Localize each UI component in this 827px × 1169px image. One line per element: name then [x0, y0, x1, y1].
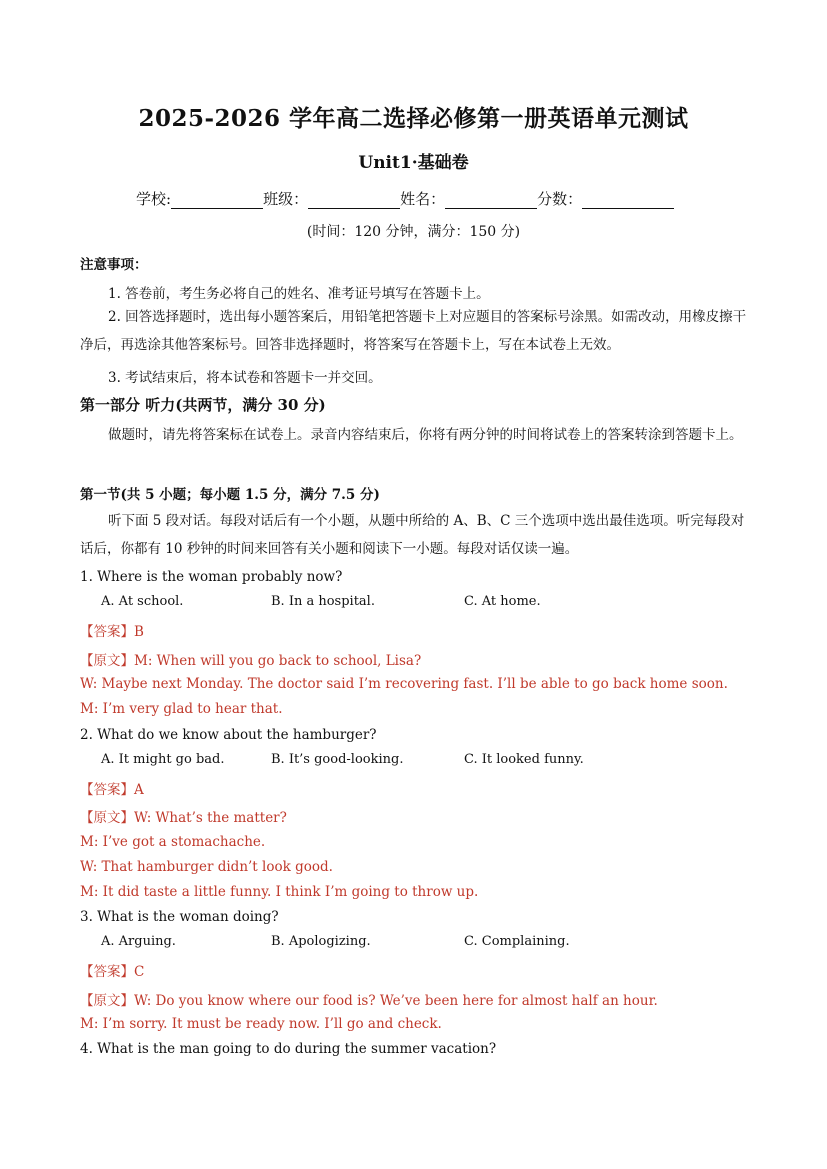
- class-label: 班级：: [263, 190, 309, 208]
- q2-option-c: C. It looked funny.: [464, 752, 584, 767]
- name-blank: [445, 192, 537, 209]
- notice-heading: 注意事项：: [80, 257, 148, 273]
- q3-option-a: A. Arguing.: [101, 934, 176, 949]
- score-label: 分数：: [537, 190, 583, 208]
- notice-item-3: 3. 考试结束后，将本试卷和答题卡一并交回。: [108, 370, 382, 386]
- class-blank: [308, 192, 400, 209]
- q1-transcript-3: M: I’m very glad to hear that.: [80, 701, 283, 717]
- school-blank: [171, 192, 263, 209]
- q3-question: 3. What is the woman doing?: [80, 909, 279, 925]
- part1-instruction: 做题时，请先将答案标在试卷上。录音内容结束后，你将有两分钟的时间将试卷上的答案转涂到答题卡上。: [108, 427, 743, 443]
- q2-option-b: B. It’s good-looking.: [271, 752, 404, 767]
- q2-option-a: A. It might go bad.: [101, 752, 225, 767]
- q2-answer: 【答案】A: [80, 782, 144, 798]
- q3-answer: 【答案】C: [80, 964, 145, 980]
- q3-option-c: C. Complaining.: [464, 934, 570, 949]
- section1-instruction: 听下面 5 段对话。每段对话后有一个小题，从题中所给的 A、B、C 三个选项中选出最佳选项。听完每段对话后，你都有 10 秒钟的时间来回答有关小题和阅读下一小题。每段对话仅读一遍。: [80, 513, 745, 557]
- q3-transcript-1: 【原文】W: Do you know where our food is? We’ve been here for almost half an hour.: [80, 993, 658, 1009]
- q2-transcript-1: 【原文】W: What’s the matter?: [80, 810, 287, 826]
- q1-transcript-1: 【原文】M: When will you go back to school, Lisa?: [80, 653, 422, 669]
- notice-item-1: 1. 答卷前，考生务必将自己的姓名、准考证号填写在答题卡上。: [108, 286, 490, 302]
- notice-item-2: 2. 回答选择题时，选出每小题答案后，用铅笔把答题卡上对应题目的答案标号涂黑。如需改动，用橡皮擦干净后，再选涂其他答案标号。回答非选择题时，将答案写在答题卡上，写在本试卷上无效。: [80, 309, 747, 353]
- q1-option-c: C. At home.: [464, 594, 541, 609]
- school-label: 学校:: [136, 190, 172, 208]
- section1-heading: 第一节(共 5 小题；每小题 1.5 分，满分 7.5 分): [80, 487, 380, 503]
- q1-question: 1. Where is the woman probably now?: [80, 569, 343, 585]
- name-label: 姓名：: [400, 190, 446, 208]
- q2-transcript-4: M: It did taste a little funny. I think I’m going to throw up.: [80, 884, 479, 900]
- q2-transcript-2: M: I’ve got a stomachache.: [80, 834, 266, 850]
- part1-heading: 第一部分 听力(共两节，满分 30 分): [80, 396, 326, 414]
- exam-title: 2025-2026 学年高二选择必修第一册英语单元测试: [138, 105, 689, 132]
- q1-answer: 【答案】B: [80, 624, 144, 640]
- q1-transcript-2: W: Maybe next Monday. The doctor said I’m recovering fast. I’ll be able to go back home soon.: [80, 676, 728, 692]
- q2-transcript-3: W: That hamburger didn’t look good.: [80, 859, 333, 875]
- student-info-row: [136, 188, 674, 209]
- score-blank: [582, 192, 674, 209]
- time-score-line: (时间：120 分钟，满分：150 分): [306, 224, 521, 240]
- q3-option-b: B. Apologizing.: [271, 934, 371, 949]
- q1-option-a: A. At school.: [101, 594, 184, 609]
- exam-subtitle: Unit1·基础卷: [358, 153, 469, 173]
- q2-question: 2. What do we know about the hamburger?: [80, 727, 377, 743]
- q4-question: 4. What is the man going to do during the summer vacation?: [80, 1041, 497, 1057]
- q3-transcript-2: M: I’m sorry. It must be ready now. I’ll go and check.: [80, 1016, 442, 1032]
- q1-option-b: B. In a hospital.: [271, 594, 375, 609]
